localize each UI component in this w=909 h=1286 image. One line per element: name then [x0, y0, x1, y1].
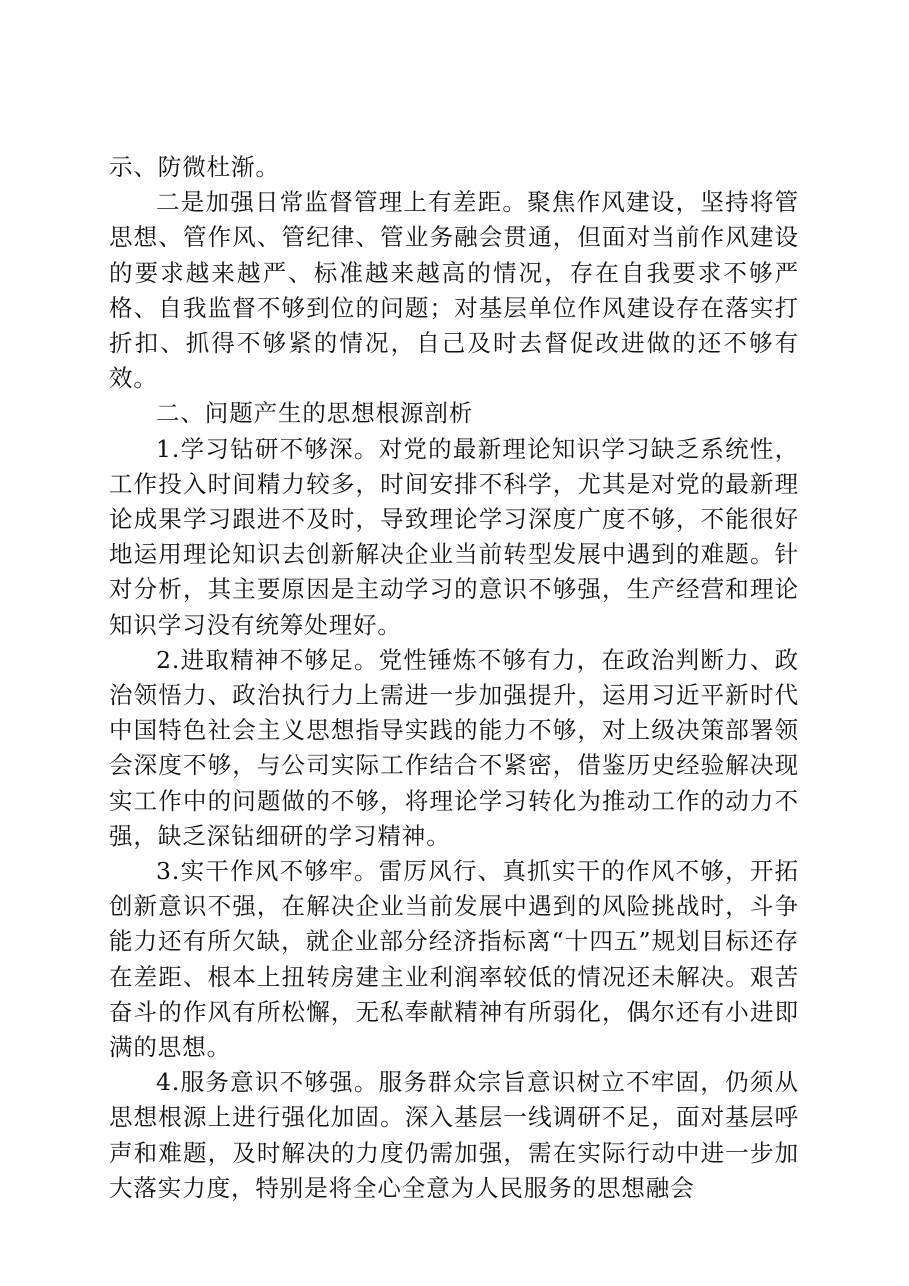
paragraph-continuation: 示、防微杜渐。 — [109, 153, 280, 181]
paragraph-item-1-study: 1.学习钻研不够深。对党的最新理论知识学习缺乏系统性，工作投入时间精力较多，时间安排不科学，尤其是对党的最新理论成果学习跟进不及时，导致理论学习深度广度不够，不能很好地运用理论知识去创新解决企业当前转型发展中遇到的难题。针对分析，其主要原因是主动学习的意识不够强，生产经营和理论知识学习没有统筹处理好。 — [109, 434, 799, 639]
paragraph-item-3-work-style: 3.实干作风不够牢。雷厉风行、真抓实干的作风不够，开拓创新意识不强，在解决企业当前发展中遇到的风险挑战时，斗争能力还有所欠缺，就企业部分经济指标离“十四五”规划目标还存在差距、根本上扭转房建主业利润率较低的情况还未解决。艰苦奋斗的作风有所松懈，无私奉献精神有所弱化，偶尔还有小进即满的思想。 — [109, 857, 799, 1062]
document-body — [109, 150, 799, 1206]
paragraph-supervision-gap: 二是加强日常监督管理上有差距。聚焦作风建设，坚持将管思想、管作风、管纪律、管业务融会贯通，但面对当前作风建设的要求越来越严、标准越来越高的情况，存在自我要求不够严格、自我监督不够到位的问题；对基层单位作风建设存在落实打折扣、抓得不够紧的情况，自己及时去督促改进做的还不够有效。 — [109, 188, 799, 393]
section-heading-root-cause: 二、问题产生的思想根源剖析 — [156, 399, 474, 428]
paragraph-item-4-service: 4.服务意识不够强。服务群众宗旨意识树立不牢固，仍须从思想根源上进行强化加固。深入基层一线调研不足，面对基层呼声和难题，及时解决的力度仍需加强，需在实际行动中进一步加大落实力度，特别是将全心全意为人民服务的思想融会 — [109, 1068, 799, 1202]
paragraph-item-2-enterprise-spirit: 2.进取精神不够足。党性锤炼不够有力，在政治判断力、政治领悟力、政治执行力上需进一步加强提升，运用习近平新时代中国特色社会主义思想指导实践的能力不够，对上级决策部署领会深度不够，与公司实际工作结合不紧密，借鉴历史经验解决现实工作中的问题做的不够，将理论学习转化为推动工作的动力不强，缺乏深钻细研的学习精神。 — [109, 645, 799, 850]
